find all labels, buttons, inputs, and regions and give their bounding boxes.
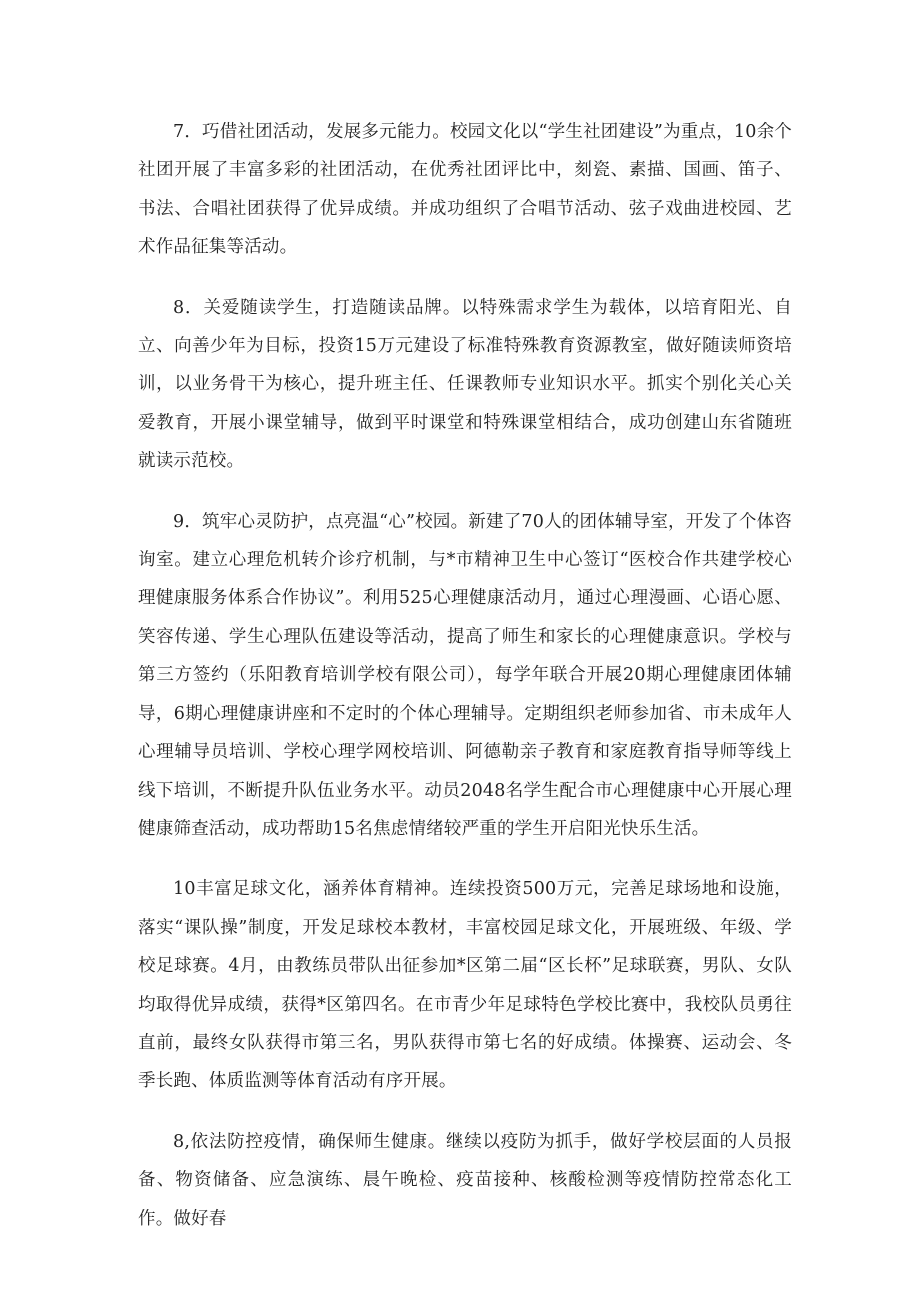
paragraph-inclusive-education: 8．关爱随读学生，打造随读品牌。以特殊需求学生为载体，以培育阳光、自立、向善少年为目标，投资15万元建设了标准特殊教育资源教室，做好随读师资培训，以业务骨干为核心，提升班主任、任课教师专业知识水平。抓实个别化关心关爱教育，开展小课堂辅导，做到平时课堂和特殊课堂相结合，成功创建山东省随班就读示范校。 — [138, 297, 792, 472]
paragraph-football-culture: 10丰富足球文化，涵养体育精神。连续投资500万元，完善足球场地和设施，落实“课队操”制度，开发足球校本教材，丰富校园足球文化，开展班级、年级、学校足球赛。4月，由教练员带队出征参加*区第二届“区长杯”足球联赛，男队、女队均取得优异成绩，获得*区第四名。在市青少年足球特色学校比赛中，我校队员勇往直前，最终女队获得市第三名，男队获得市第七名的好成绩。体操赛、运动会、冬季长跑、体质监测等体育活动有序开展。 — [138, 879, 792, 1092]
paragraph-club-activities: 7．巧借社团活动，发展多元能力。校园文化以“学生社团建设”为重点，10余个社团开展了丰富多彩的社团活动，在优秀社团评比中，刻瓷、素描、国画、笛子、书法、合唱社团获得了优异成绩。并成功组织了合唱节活动、弦子戏曲进校园、艺术作品征集等活动。 — [138, 122, 792, 258]
paragraph-mental-health: 9．筑牢心灵防护，点亮温“心”校园。新建了70人的团体辅导室，开发了个体咨询室。建立心理危机转介诊疗机制，与*市精神卫生中心签订“医校合作共建学校心理健康服务体系合作协议”。利用525心理健康活动月，通过心理漫画、心语心愿、笑容传递、学生心理队伍建设等活动，提高了师生和家长的心理健康意识。学校与第三方签约（乐阳教育培训学校有限公司），每学年联合开展20期心理健康团体辅导，6期心理健康讲座和不定时的个体心理辅导。定期组织老师参加省、市未成年人心理辅导员培训、学校心理学网校培训、阿德勒亲子教育和家庭教育指导师等线上线下培训，不断提升队伍业务水平。动员2048名学生配合市心理健康中心开展心理健康筛查活动，成功帮助15名焦虑情绪较严重的学生开启阳光快乐生活。 — [138, 511, 792, 839]
paragraph-epidemic-prevention: 8,依法防控疫情，确保师生健康。继续以疫防为抓手，做好学校层面的人员报备、物资储备、应急演练、晨午晚检、疫苗接种、核酸检测等疫情防控常态化工作。做好春 — [138, 1131, 792, 1229]
